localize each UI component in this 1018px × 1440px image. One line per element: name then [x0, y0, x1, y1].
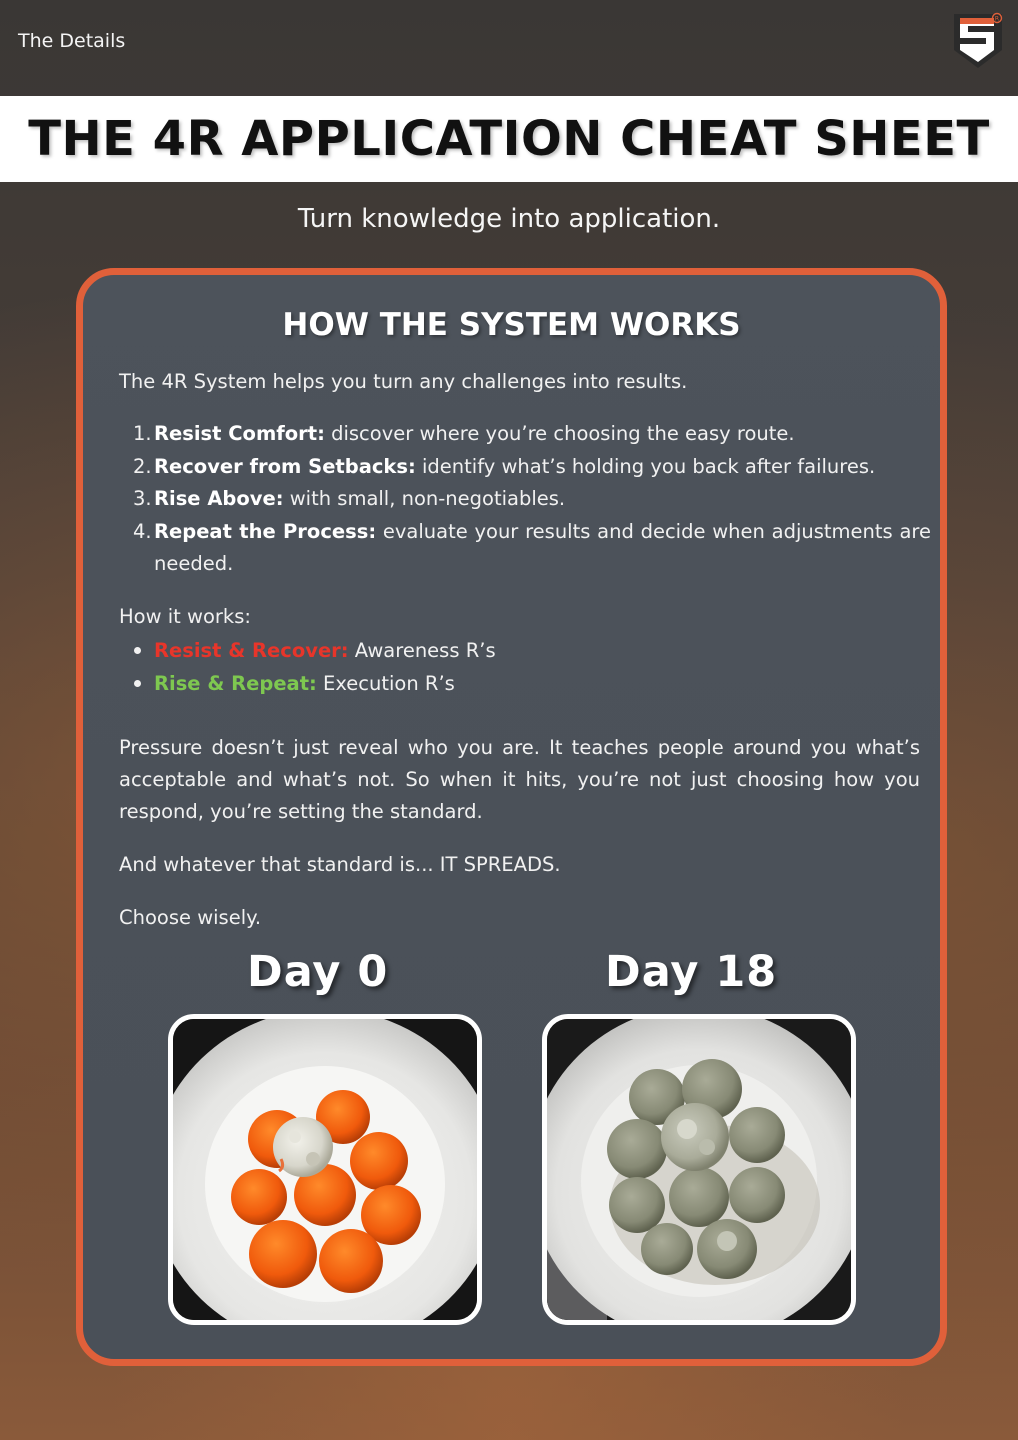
page-subtitle: Turn knowledge into application.: [297, 204, 721, 234]
groups-list: [119, 634, 496, 700]
step-item: [119, 418, 931, 451]
steps-list: [119, 418, 931, 581]
step-number: 3.: [133, 487, 152, 510]
title-band: [0, 96, 1018, 182]
spreads-line: And whatever that standard is... IT SPREADS.: [119, 853, 561, 876]
step-term: Rise Above:: [154, 487, 284, 510]
top-bar: [0, 0, 1018, 96]
group-text: Awareness R’s: [348, 639, 496, 662]
step-number: 1.: [133, 422, 152, 445]
how-it-works-label: How it works:: [119, 605, 251, 628]
step-item: [119, 483, 931, 516]
step-text: identify what’s holding you back after failures.: [415, 454, 876, 478]
step-term: Resist Comfort:: [154, 422, 325, 445]
step-item: [119, 516, 931, 581]
day-18-label: Day 18: [605, 947, 778, 997]
group-item-execution: [119, 667, 496, 700]
day-0-label: Day 0: [247, 947, 389, 997]
choose-line: Choose wisely.: [119, 906, 262, 929]
brand-name: The Details: [18, 30, 126, 52]
step-number: 2.: [133, 454, 152, 478]
system-card: [76, 268, 947, 1366]
step-item: [119, 451, 931, 484]
moldy-oranges-image: [547, 1019, 851, 1320]
card-heading: HOW THE SYSTEM WORKS: [282, 307, 741, 343]
group-label: Resist & Recover:: [154, 639, 349, 662]
day-0-photo: [168, 1014, 482, 1325]
fresh-oranges-image: [173, 1019, 477, 1320]
group-label: Rise & Repeat:: [154, 672, 317, 695]
step-text: evaluate your results and decide when adjustments are needed.: [154, 519, 931, 575]
group-text: Execution R’s: [316, 672, 455, 695]
intro-text: The 4R System helps you turn any challenges into results.: [119, 370, 688, 393]
step-text: with small, non-negotiables.: [283, 487, 566, 510]
step-term: Recover from Setbacks:: [154, 454, 416, 478]
day-18-photo: [542, 1014, 856, 1325]
pressure-paragraph: Pressure doesn’t just reveal who you are. It teaches people around you what’s acceptable and what’s not. So when it hits, you’re not just choosing how you respond, you’re setting the standard.: [119, 736, 920, 823]
svg-text:R: R: [994, 15, 1000, 23]
step-term: Repeat the Process:: [154, 519, 377, 543]
group-item-awareness: [119, 634, 496, 667]
step-number: 4.: [133, 519, 152, 543]
page-title: THE 4R APPLICATION CHEAT SHEET: [28, 111, 990, 167]
step-text: discover where you’re choosing the easy route.: [324, 422, 795, 445]
shield-s-logo-icon: [950, 10, 1006, 72]
